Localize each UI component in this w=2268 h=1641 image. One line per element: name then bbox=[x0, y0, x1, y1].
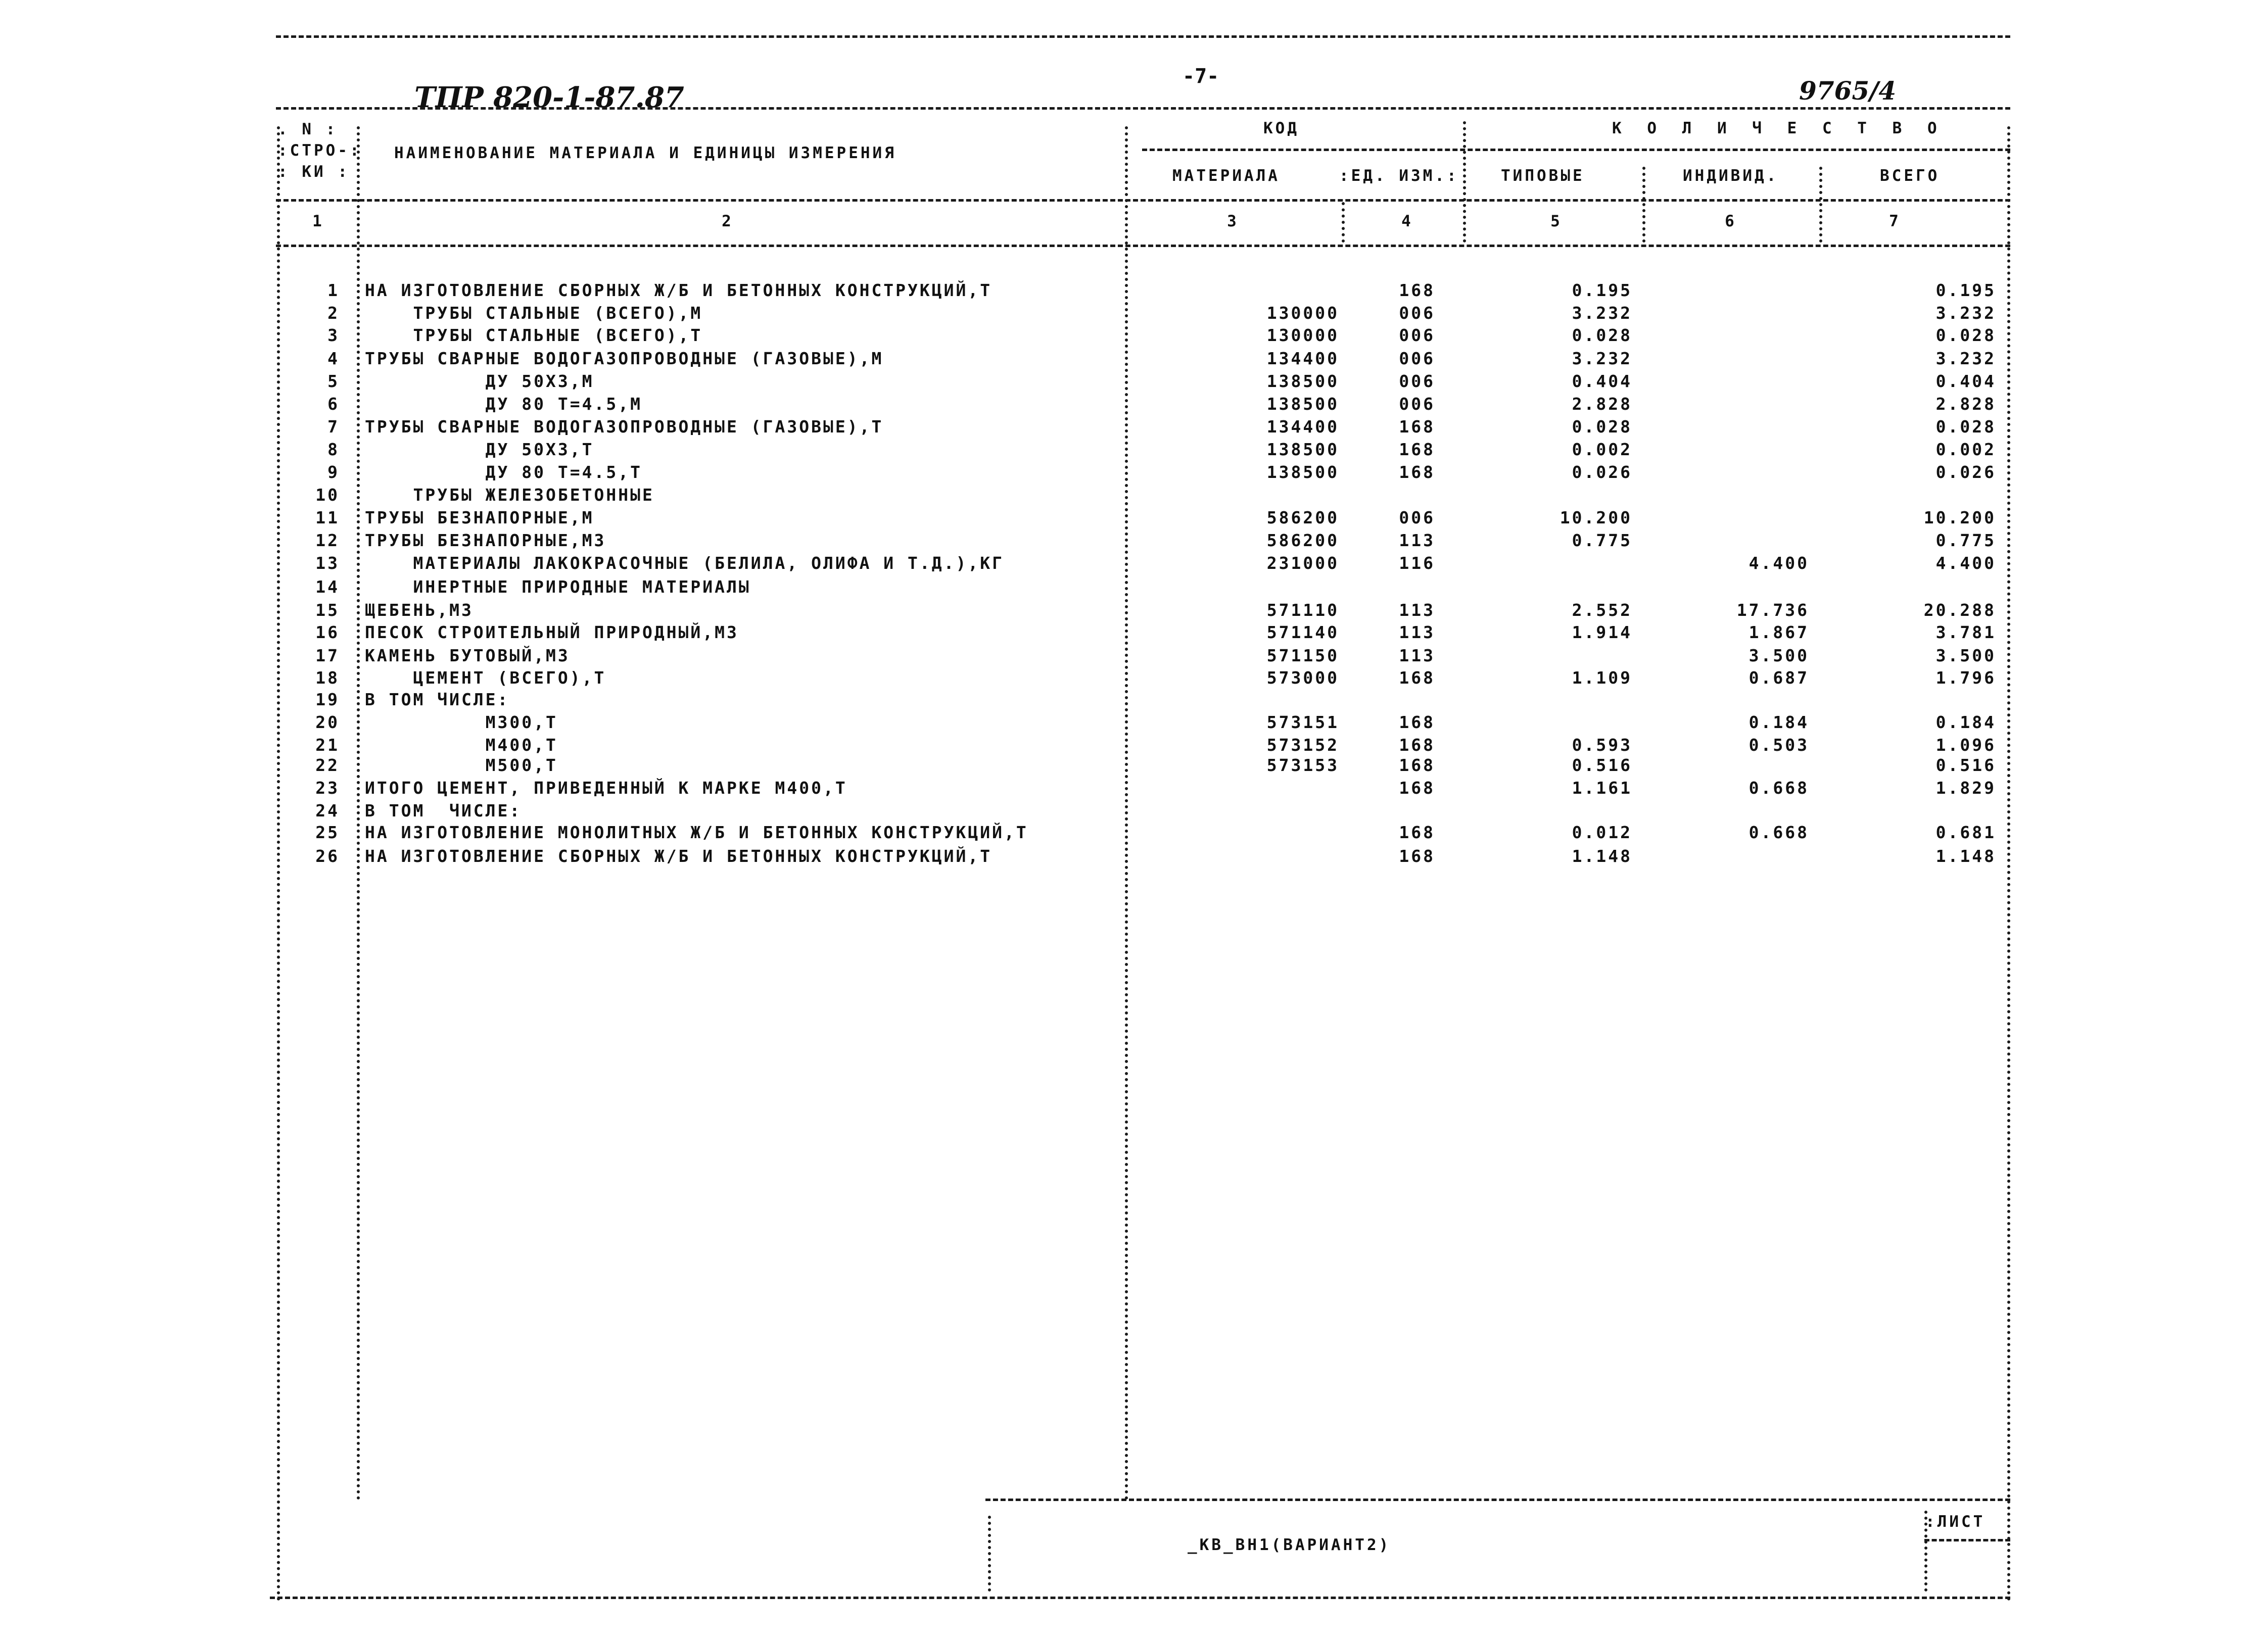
col1-header-line1: . N : bbox=[278, 120, 338, 138]
row-material-code: 573151 bbox=[1266, 712, 1339, 732]
row-name: ИНЕРТНЫЕ ПРИРОДНЫЕ МАТЕРИАЛЫ bbox=[365, 577, 751, 597]
row-number: 16 bbox=[315, 622, 340, 642]
vline-right bbox=[2007, 126, 2010, 1602]
row-name: В ТОМ ЧИСЛЕ: bbox=[365, 801, 522, 820]
row-typical: 0.002 bbox=[1572, 440, 1632, 459]
row-individual: 0.668 bbox=[1749, 823, 1809, 842]
row-total: 1.796 bbox=[1935, 668, 1996, 688]
row-material-code: 573000 bbox=[1266, 668, 1339, 688]
row-typical: 3.232 bbox=[1572, 349, 1632, 368]
vline-col6-hdr bbox=[1819, 167, 1822, 243]
kolichestvo-header: К О Л И Ч Е С Т В О bbox=[1612, 119, 1945, 137]
row-typical: 0.775 bbox=[1572, 530, 1632, 550]
row-individual: 3.500 bbox=[1749, 646, 1809, 665]
row-name: ИТОГО ЦЕМЕНТ, ПРИВЕДЕННЫЙ К МАРКЕ М400,Т bbox=[365, 778, 847, 798]
row-typical: 2.828 bbox=[1572, 394, 1632, 414]
row-name: ТРУБЫ ЖЕЛЕЗОБЕТОННЫЕ bbox=[365, 485, 654, 505]
row-unit-code: 006 bbox=[1399, 325, 1435, 345]
row-name: ДУ 80 Т=4.5,Т bbox=[365, 462, 642, 482]
row-total: 0.516 bbox=[1935, 755, 1996, 775]
row-typical: 1.914 bbox=[1572, 622, 1632, 642]
row-individual: 1.867 bbox=[1749, 622, 1809, 642]
row-name: В ТОМ ЧИСЛЕ: bbox=[365, 690, 510, 709]
row-individual: 0.503 bbox=[1749, 735, 1809, 755]
row-material-code: 571110 bbox=[1266, 600, 1339, 620]
row-unit-code: 168 bbox=[1399, 462, 1435, 482]
row-individual: 4.400 bbox=[1749, 553, 1809, 573]
row-typical: 2.552 bbox=[1572, 600, 1632, 620]
row-number: 15 bbox=[315, 600, 340, 620]
vline-col2 bbox=[1125, 126, 1128, 1501]
tipovye-header: ТИПОВЫЕ bbox=[1501, 167, 1585, 185]
colnum-2: 2 bbox=[722, 212, 734, 230]
row-number: 20 bbox=[315, 712, 340, 732]
row-total: 10.200 bbox=[1923, 508, 1996, 527]
top-dashed-line bbox=[276, 35, 2010, 38]
row-total: 1.096 bbox=[1935, 735, 1996, 755]
row-total: 0.026 bbox=[1935, 462, 1996, 482]
row-number: 19 bbox=[315, 690, 340, 709]
colnum-7: 7 bbox=[1889, 212, 1901, 230]
row-typical: 0.404 bbox=[1572, 371, 1632, 391]
row-material-code: 573153 bbox=[1266, 755, 1339, 775]
sheet-mark: 9765/4 bbox=[1799, 76, 1897, 106]
individ-header: ИНДИВИД. bbox=[1683, 167, 1779, 185]
row-individual: 0.184 bbox=[1749, 712, 1809, 732]
row-name: М300,Т bbox=[365, 712, 558, 732]
page-number: -7- bbox=[1183, 65, 1219, 88]
row-material-code: 138500 bbox=[1266, 371, 1339, 391]
row-number: 7 bbox=[327, 417, 340, 437]
vline-left bbox=[277, 126, 280, 1602]
row-unit-code: 168 bbox=[1399, 440, 1435, 459]
document-code: ТПР 820-1-87.87 bbox=[414, 81, 684, 114]
row-number: 1 bbox=[327, 280, 340, 300]
vline-col4-hdr bbox=[1463, 121, 1466, 243]
row-name: ТРУБЫ БЕЗНАПОРНЫЕ,М bbox=[365, 508, 594, 527]
row-name: ТРУБЫ СТАЛЬНЫЕ (ВСЕГО),Т bbox=[365, 325, 703, 345]
row-total: 3.500 bbox=[1935, 646, 1996, 665]
row-name: НА ИЗГОТОВЛЕНИЕ СБОРНЫХ Ж/Б И БЕТОННЫХ КОНСТРУКЦИЙ,Т bbox=[365, 280, 993, 300]
row-material-code: 134400 bbox=[1266, 417, 1339, 437]
row-unit-code: 006 bbox=[1399, 394, 1435, 414]
row-typical: 1.161 bbox=[1572, 778, 1632, 798]
row-total: 2.828 bbox=[1935, 394, 1996, 414]
row-number: 17 bbox=[315, 646, 340, 665]
row-name: ЦЕМЕНТ (ВСЕГО),Т bbox=[365, 668, 606, 688]
row-number: 2 bbox=[327, 303, 340, 323]
colnum-3: 3 bbox=[1227, 212, 1239, 230]
colnum-1: 1 bbox=[312, 212, 324, 230]
row-unit-code: 168 bbox=[1399, 280, 1435, 300]
vsego-header: ВСЕГО bbox=[1880, 167, 1940, 185]
row-material-code: 231000 bbox=[1266, 553, 1339, 573]
row-unit-code: 168 bbox=[1399, 846, 1435, 866]
header-mid-line bbox=[1142, 149, 2010, 151]
row-unit-code: 006 bbox=[1399, 303, 1435, 323]
row-name: М400,Т bbox=[365, 735, 558, 755]
row-unit-code: 113 bbox=[1399, 530, 1435, 550]
row-unit-code: 113 bbox=[1399, 622, 1435, 642]
row-name: ДУ 50Х3,М bbox=[365, 371, 594, 391]
row-number: 12 bbox=[315, 530, 340, 550]
row-number: 23 bbox=[315, 778, 340, 798]
row-typical: 0.026 bbox=[1572, 462, 1632, 482]
row-material-code: 586200 bbox=[1266, 530, 1339, 550]
row-individual: 0.668 bbox=[1749, 778, 1809, 798]
row-unit-code: 168 bbox=[1399, 823, 1435, 842]
row-individual: 17.736 bbox=[1736, 600, 1809, 620]
row-total: 0.681 bbox=[1935, 823, 1996, 842]
row-number: 5 bbox=[327, 371, 340, 391]
colnum-4: 4 bbox=[1401, 212, 1413, 230]
row-typical: 3.232 bbox=[1572, 303, 1632, 323]
header-divider-line bbox=[276, 199, 2010, 202]
row-total: 1.829 bbox=[1935, 778, 1996, 798]
row-material-code: 130000 bbox=[1266, 303, 1339, 323]
row-total: 0.775 bbox=[1935, 530, 1996, 550]
row-total: 0.002 bbox=[1935, 440, 1996, 459]
row-typical: 1.148 bbox=[1572, 846, 1632, 866]
row-name: НА ИЗГОТОВЛЕНИЕ МОНОЛИТНЫХ Ж/Б И БЕТОННЫХ КОНСТРУКЦИЙ,Т bbox=[365, 823, 1028, 842]
row-name: ТРУБЫ БЕЗНАПОРНЫЕ,М3 bbox=[365, 530, 606, 550]
row-number: 14 bbox=[315, 577, 340, 597]
row-total: 0.028 bbox=[1935, 417, 1996, 437]
row-unit-code: 006 bbox=[1399, 371, 1435, 391]
header-top-line bbox=[276, 107, 2010, 110]
row-name: ЩЕБЕНЬ,М3 bbox=[365, 600, 474, 620]
row-number: 13 bbox=[315, 553, 340, 573]
row-typical: 0.593 bbox=[1572, 735, 1632, 755]
row-total: 3.781 bbox=[1935, 622, 1996, 642]
row-name: М500,Т bbox=[365, 755, 558, 775]
row-typical: 0.028 bbox=[1572, 325, 1632, 345]
row-material-code: 571150 bbox=[1266, 646, 1339, 665]
row-total: 3.232 bbox=[1935, 303, 1996, 323]
vline-col3-hdr bbox=[1342, 202, 1345, 243]
row-material-code: 573152 bbox=[1266, 735, 1339, 755]
row-material-code: 138500 bbox=[1266, 462, 1339, 482]
row-material-code: 571140 bbox=[1266, 622, 1339, 642]
row-name: ТРУБЫ СВАРНЫЕ ВОДОГАЗОПРОВОДНЫЕ (ГАЗОВЫЕ),М bbox=[365, 349, 884, 368]
bottom-line bbox=[270, 1597, 2010, 1599]
row-total: 0.028 bbox=[1935, 325, 1996, 345]
row-unit-code: 006 bbox=[1399, 508, 1435, 527]
row-name: МАТЕРИАЛЫ ЛАКОКРАСОЧНЫЕ (БЕЛИЛА, ОЛИФА И Т.Д.),КГ bbox=[365, 553, 1004, 573]
row-total: 1.148 bbox=[1935, 846, 1996, 866]
col1-header-line2: :СТРО-: bbox=[278, 141, 362, 160]
row-number: 10 bbox=[315, 485, 340, 505]
row-number: 9 bbox=[327, 462, 340, 482]
row-material-code: 138500 bbox=[1266, 394, 1339, 414]
row-unit-code: 168 bbox=[1399, 735, 1435, 755]
row-unit-code: 168 bbox=[1399, 712, 1435, 732]
row-individual: 0.687 bbox=[1749, 668, 1809, 688]
stamp-list-line bbox=[1924, 1539, 2010, 1541]
colnum-5: 5 bbox=[1550, 212, 1563, 230]
row-unit-code: 168 bbox=[1399, 755, 1435, 775]
row-number: 11 bbox=[315, 508, 340, 527]
row-unit-code: 006 bbox=[1399, 349, 1435, 368]
row-name: ТРУБЫ СТАЛЬНЫЕ (ВСЕГО),М bbox=[365, 303, 703, 323]
row-number: 3 bbox=[327, 325, 340, 345]
row-name: КАМЕНЬ БУТОВЫЙ,М3 bbox=[365, 646, 570, 665]
stamp-code: _КВ_ВН1(ВАРИАНТ2) bbox=[1188, 1536, 1391, 1554]
row-number: 24 bbox=[315, 801, 340, 820]
row-typical: 0.012 bbox=[1572, 823, 1632, 842]
row-unit-code: 116 bbox=[1399, 553, 1435, 573]
row-material-code: 134400 bbox=[1266, 349, 1339, 368]
row-unit-code: 113 bbox=[1399, 646, 1435, 665]
list-label: :ЛИСТ bbox=[1925, 1513, 1986, 1531]
row-name: ДУ 50Х3,Т bbox=[365, 440, 594, 459]
stamp-left-line bbox=[988, 1516, 991, 1591]
row-number: 21 bbox=[315, 735, 340, 755]
header-bottom-line bbox=[276, 245, 2010, 247]
row-material-code: 138500 bbox=[1266, 440, 1339, 459]
row-total: 3.232 bbox=[1935, 349, 1996, 368]
row-number: 6 bbox=[327, 394, 340, 414]
ed-izm-header: :ЕД. ИЗМ.: bbox=[1339, 167, 1459, 185]
materiala-header: МАТЕРИАЛА bbox=[1172, 167, 1280, 185]
row-unit-code: 168 bbox=[1399, 417, 1435, 437]
col2-header: НАИМЕНОВАНИЕ МАТЕРИАЛА И ЕДИНИЦЫ ИЗМЕРЕНИЯ bbox=[394, 144, 896, 162]
row-name: ПЕСОК СТРОИТЕЛЬНЫЙ ПРИРОДНЫЙ,М3 bbox=[365, 622, 739, 642]
row-typical: 1.109 bbox=[1572, 668, 1632, 688]
row-number: 18 bbox=[315, 668, 340, 688]
row-name: ДУ 80 Т=4.5,М bbox=[365, 394, 642, 414]
row-unit-code: 113 bbox=[1399, 600, 1435, 620]
row-typical: 10.200 bbox=[1560, 508, 1632, 527]
row-material-code: 586200 bbox=[1266, 508, 1339, 527]
row-name: НА ИЗГОТОВЛЕНИЕ СБОРНЫХ Ж/Б И БЕТОННЫХ КОНСТРУКЦИЙ,Т bbox=[365, 846, 993, 866]
row-typical: 0.195 bbox=[1572, 280, 1632, 300]
row-typical: 0.516 bbox=[1572, 755, 1632, 775]
kod-header: КОД bbox=[1263, 119, 1299, 137]
row-total: 0.404 bbox=[1935, 371, 1996, 391]
row-typical: 0.028 bbox=[1572, 417, 1632, 437]
row-number: 25 bbox=[315, 823, 340, 842]
colnum-6: 6 bbox=[1725, 212, 1737, 230]
col1-header-line3: : КИ : bbox=[278, 163, 350, 181]
row-unit-code: 168 bbox=[1399, 778, 1435, 798]
row-total: 4.400 bbox=[1935, 553, 1996, 573]
row-total: 20.288 bbox=[1923, 600, 1996, 620]
row-number: 26 bbox=[315, 846, 340, 866]
row-number: 8 bbox=[327, 440, 340, 459]
row-total: 0.195 bbox=[1935, 280, 1996, 300]
stamp-top-line bbox=[985, 1499, 2010, 1501]
row-unit-code: 168 bbox=[1399, 668, 1435, 688]
vline-col5-hdr bbox=[1642, 167, 1645, 243]
row-total: 0.184 bbox=[1935, 712, 1996, 732]
row-number: 4 bbox=[327, 349, 340, 368]
row-number: 22 bbox=[315, 755, 340, 775]
vline-col1 bbox=[357, 126, 360, 1501]
row-material-code: 130000 bbox=[1266, 325, 1339, 345]
row-name: ТРУБЫ СВАРНЫЕ ВОДОГАЗОПРОВОДНЫЕ (ГАЗОВЫЕ),Т bbox=[365, 417, 884, 437]
